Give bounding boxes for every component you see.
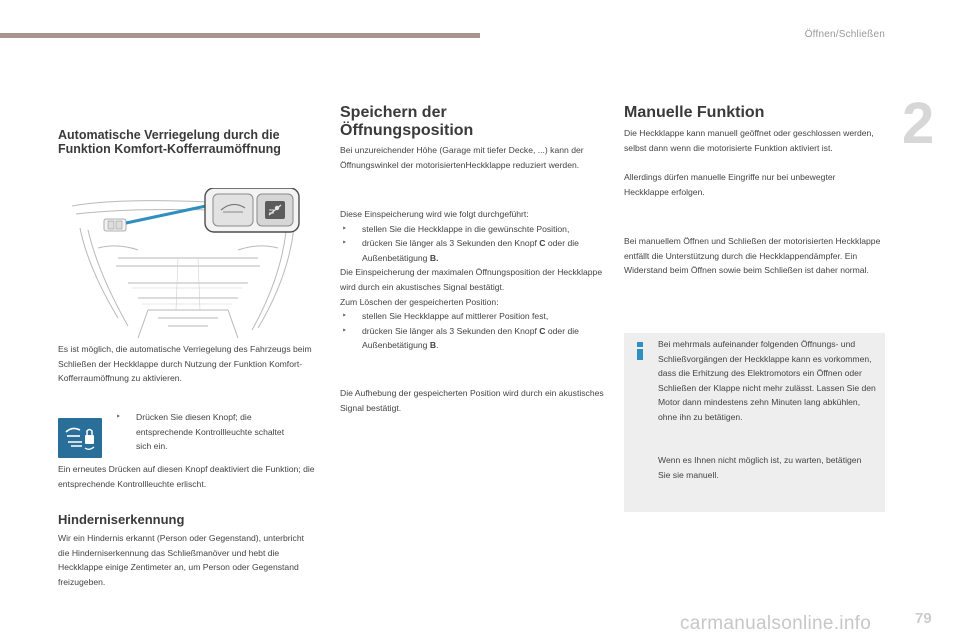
auto-lock-button-icon — [58, 418, 102, 458]
save-confirmation: Die Einspeicherung der maximalen Öffnungsposition der Heckklappe wird durch ein akustisches Signal bestätigt. — [340, 267, 603, 292]
auto-lock-steps — [114, 410, 294, 454]
heading-line: Speichern der — [340, 104, 447, 121]
step-text: oder die Außenbetätigung — [362, 325, 579, 351]
auto-lock-deactivate: Ein erneutes Drücken auf diesen Knopf deaktiviert die Funktion; die entsprechende Kontrollleuchte erlischt. — [58, 464, 315, 489]
procedure-intro: Diese Einspeicherung wird wie folgt durchgeführt: — [340, 209, 529, 219]
heading-manual-function: Manuelle Funktion — [624, 104, 765, 121]
auto-lock-intro: Es ist möglich, die automatische Verriegelung des Fahrzeugs beim Schließen der Heckklappe durch Nutzung der Funktion Komfort-Kofferraumöffnung zu aktivieren. — [58, 344, 312, 384]
delete-steps — [340, 309, 608, 353]
step-text: stellen Sie die Heckklappe in die gewünschte Position, — [362, 223, 570, 234]
step-text: oder die Außenbetätigung — [362, 238, 579, 263]
info-text: Wenn es Ihnen nicht möglich ist, zu warten, betätigen Sie sie manuell. — [658, 455, 862, 480]
list-item — [340, 236, 608, 265]
button-ref: C — [539, 325, 546, 336]
step-text: drücken Sie länger als 3 Sekunden den Knopf — [362, 325, 540, 336]
list-item — [340, 324, 608, 353]
header-accent-bar — [0, 33, 480, 38]
delete-confirmation: Die Aufhebung der gespeicherten Position wird durch ein akustisches Signal bestätigt. — [340, 388, 604, 413]
trunk-button-illustration — [58, 188, 316, 338]
info-box — [624, 333, 885, 512]
save-position-intro: Bei unzureichender Höhe (Garage mit tiefer Decke, ...) kann der Öffnungswinkel der motorisiertenHeckklappe reduziert werden. — [340, 145, 584, 170]
info-text: Bei mehrmals aufeinander folgenden Öffnungs- und Schließvorgängen der Heckklappe kann es vorkommen, dass die Erhitzung des Elektromotors ein Öffnen oder Schließen der Klappe nicht mehr zulässt. Lassen Sie den Motor dann mindestens zehn Minuten lang abkühlen, ohne ihn zu betätigen. — [658, 339, 876, 422]
page-number: 79 — [915, 610, 932, 627]
step-text: . — [436, 340, 439, 351]
step-text: drücken Sie länger als 3 Sekunden den Knopf — [362, 238, 540, 249]
watermark: carmanualsonline.info — [680, 613, 872, 634]
section-title: Öffnen/Schließen — [804, 29, 885, 40]
manual-damper-text: Bei manuellem Öffnen und Schließen der motorisierten Heckklappe entfällt die Unterstützung durch die Heckklappendämpfer. Ein Widerstand beim Öffnen sowie beim Schließen ist daher normal. — [624, 236, 881, 276]
button-ref: B — [429, 340, 437, 351]
delete-intro: Zum Löschen der gespeicherten Position: — [340, 296, 499, 307]
list-item: ‣ Drücken Sie diesen Knopf; die entsprechende Kontrollleuchte schaltet sich ein. — [114, 410, 294, 454]
heading-auto-lock: Automatische Verriegelung durch die Funktion Komfort-Kofferraumöffnung — [58, 128, 281, 156]
save-position-procedure — [340, 207, 608, 353]
list-item — [340, 222, 608, 237]
button-ref: B. — [429, 252, 439, 263]
step-text: stellen Sie Heckklappe auf mittlerer Position fest, — [362, 311, 549, 322]
manual-function-note: Allerdings dürfen manuelle Eingriffe nur bei unbewegter Heckklappe erfolgen. — [624, 172, 836, 197]
heading-obstacle-detection: Hinderniserkennung — [58, 512, 185, 527]
button-ref: C — [539, 238, 546, 249]
chapter-number: 2 — [902, 91, 935, 156]
obstacle-detection-text: Wir ein Hindernis erkannt (Person oder Gegenstand), unterbricht die Hinderniserkennung das Schließmanöver und hebt die Heckklappe einige Zentimeter an, um Person oder Gegenstand freizugeben. — [58, 533, 304, 587]
heading-line: Öffnungsposition — [340, 122, 474, 139]
save-steps — [340, 222, 608, 266]
manual-function-text: Die Heckklappe kann manuell geöffnet oder geschlossen werden, selbst dann wenn die motorisierte Funktion aktiviert ist. — [624, 128, 874, 153]
heading-save-position — [340, 104, 580, 140]
info-icon — [634, 342, 646, 360]
list-item — [340, 309, 608, 324]
